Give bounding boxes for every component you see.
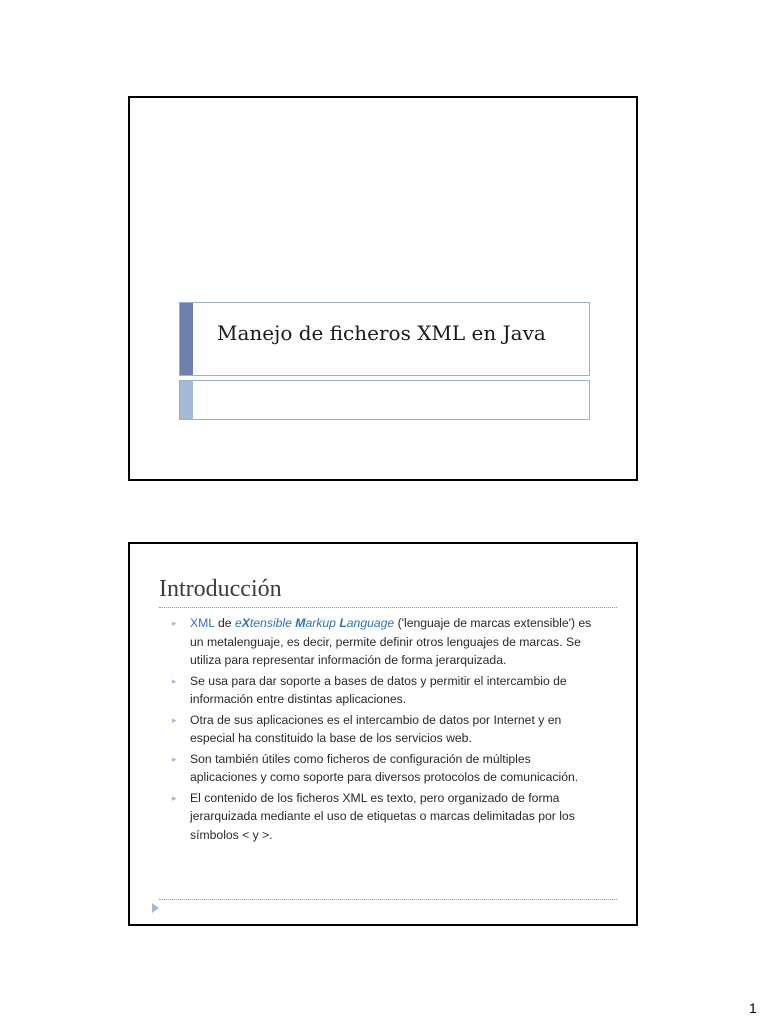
acronym-tensible: tensible: [249, 616, 296, 630]
bullet-arrow-icon: ▸: [172, 792, 177, 803]
bullet-text: Se usa para dar soporte a bases de datos y permitir el intercambio de información entre distintas aplicaciones.: [190, 673, 567, 706]
bullet-text: ('lenguaje de marcas extensible') es un metalenguaje, es decir, permite definir otros lenguajes de marcas. Se utiliza para representar información de forma jerarquizada.: [190, 616, 592, 667]
page-number: 1: [749, 1000, 757, 1016]
bullet-arrow-icon: ▸: [172, 714, 177, 725]
subtitle-accent-bar: [180, 381, 193, 419]
bullet-item: [170, 750, 600, 787]
heading-divider: [159, 607, 617, 608]
bullet-text: Otra de sus aplicaciones es el intercambio de datos por Internet y en especial ha constituido la base de los servicios web.: [190, 712, 562, 745]
slide-heading: Introducción: [159, 576, 282, 602]
acronym-x: X: [241, 616, 250, 630]
bullet-text: El contenido de los ficheros XML es texto, pero organizado de forma jerarquizada mediante el uso de etiquetas o marcas delimitadas por los símbolos < y >.: [190, 790, 575, 842]
slide-title-text: Manejo de ficheros XML en Java: [217, 321, 546, 345]
slide-title: [128, 96, 638, 481]
acronym-anguage: anguage: [346, 616, 395, 630]
bullet-item: [170, 711, 600, 748]
bullet-item: [170, 672, 600, 709]
bullet-item: [170, 789, 600, 845]
xml-term: XML: [190, 616, 215, 630]
bullet-text: Son también útiles como ficheros de configuración de múltiples aplicaciones y como soporte para diversos protocolos de comunicación.: [190, 751, 579, 784]
bullet-arrow-icon: ▸: [172, 618, 177, 628]
acronym-l: L: [339, 616, 347, 630]
bullet-text: de: [214, 616, 235, 630]
acronym-m: M: [295, 616, 306, 630]
bullet-arrow-icon: ▸: [172, 753, 177, 764]
title-accent-bar: [180, 303, 193, 375]
bullet-item: [170, 614, 600, 670]
subtitle-box: [179, 380, 590, 420]
footer-arrow-icon: [152, 903, 159, 913]
acronym-arkup: arkup: [305, 616, 340, 630]
acronym-e: e: [234, 616, 242, 630]
bullet-list: [170, 614, 600, 846]
title-box: [179, 302, 590, 376]
bullet-arrow-icon: ▸: [172, 675, 177, 686]
slide-introduccion: [128, 542, 638, 926]
footer-divider: [159, 899, 617, 900]
